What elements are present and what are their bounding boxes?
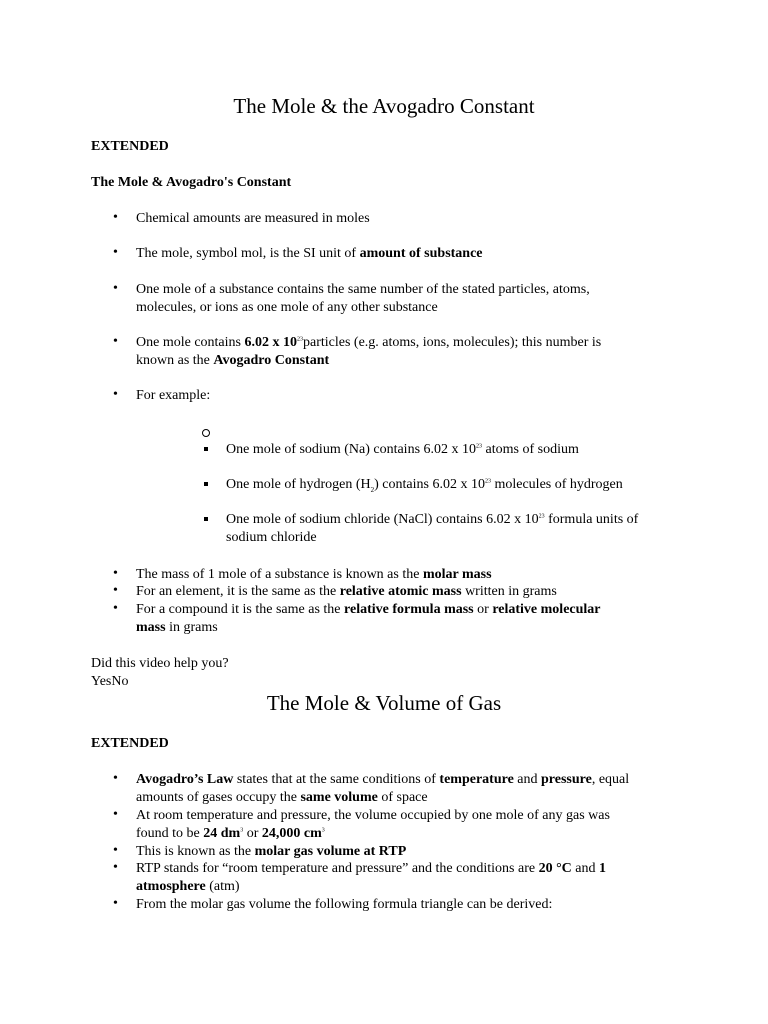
bullet-icon: • [113, 387, 118, 402]
bullet-text: known as the Avogadro Constant [136, 353, 330, 368]
bullet-icon: • [113, 210, 118, 225]
bullet-text: atmosphere (atm) [136, 879, 240, 894]
bullet-icon: • [113, 860, 118, 875]
bullet-text: Avogadro’s Law states that at the same conditions of temperature and pressure, equal [136, 772, 630, 787]
subheading: The Mole & Avogadro's Constant [91, 175, 292, 190]
example-text: sodium chloride [226, 530, 317, 545]
bullet-text: For a compound it is the same as the relative formula mass or relative molecular [136, 602, 601, 617]
bullet-icon: • [113, 601, 118, 616]
bullet-text: This is known as the molar gas volume at RTP [136, 844, 407, 859]
bullet-text: molecules, or ions as one mole of any other substance [136, 300, 438, 315]
circle-bullet-icon [202, 429, 210, 437]
bullet-text: Chemical amounts are measured in moles [136, 211, 370, 226]
bullet-text: One mole contains 6.02 x $10^{23}particles$ (e.g. atoms, ions, molecules); this number is [136, 335, 602, 350]
bullet-icon: • [113, 334, 118, 349]
square-bullet-icon [204, 447, 208, 451]
bullet-icon: • [113, 807, 118, 822]
extended-label: EXTENDED [91, 736, 169, 751]
extended-label: EXTENDED [91, 139, 169, 154]
feedback-options [91, 673, 129, 691]
bullet-icon: • [113, 583, 118, 598]
bullet-text: RTP stands for “room temperature and pressure” and the conditions are 20 °C and 1 [136, 861, 607, 876]
bullet-icon: • [113, 566, 118, 581]
bullet-text: amounts of gases occupy the same volume of space [136, 790, 428, 805]
yes-link[interactable]: Yes [91, 674, 112, 689]
bullet-text: At room temperature and pressure, the volume occupied by one mole of any gas was [136, 808, 610, 823]
bullet-icon: • [113, 281, 118, 296]
bullet-text: One mole of a substance contains the same number of the stated particles, atoms, [136, 282, 590, 297]
section-title-mole-volume-gas: The Mole & Volume of Gas [266, 691, 502, 715]
bullet-text: For an element, it is the same as the relative atomic mass written in grams [136, 584, 557, 599]
example-text: One mole of hydrogen $(H_2)$ contains 6.02 x $10^{23}$ molecules of hydrogen [226, 477, 623, 494]
bullet-text: mass in grams [136, 620, 218, 635]
bullet-icon: • [113, 843, 118, 858]
square-bullet-icon [204, 482, 208, 486]
bullet-text: found to be 24 $dm^3$ or 24,000 $cm^3$ [136, 826, 325, 841]
section-title-mole-avogadro: The Mole & the Avogadro Constant [233, 94, 535, 118]
no-link[interactable]: No [111, 674, 129, 689]
bullet-icon: • [113, 771, 118, 786]
bullet-text: The mole, symbol mol, is the SI unit of amount of substance [136, 246, 483, 261]
example-text: One mole of sodium (Na) contains 6.02 x $10^{23}$ atoms of sodium [226, 442, 579, 457]
square-bullet-icon [204, 517, 208, 521]
bullet-icon: • [113, 896, 118, 911]
example-text: One mole of sodium chloride (NaCl) contains 6.02 x $10^{23}$ formula units of [226, 512, 639, 527]
feedback-question: Did this video help you? [91, 656, 229, 671]
bullet-text: From the molar gas volume the following formula triangle can be derived: [136, 897, 553, 912]
bullet-text: For example: [136, 388, 211, 403]
bullet-icon: • [113, 245, 118, 260]
bullet-text: The mass of 1 mole of a substance is known as the molar mass [136, 567, 492, 582]
